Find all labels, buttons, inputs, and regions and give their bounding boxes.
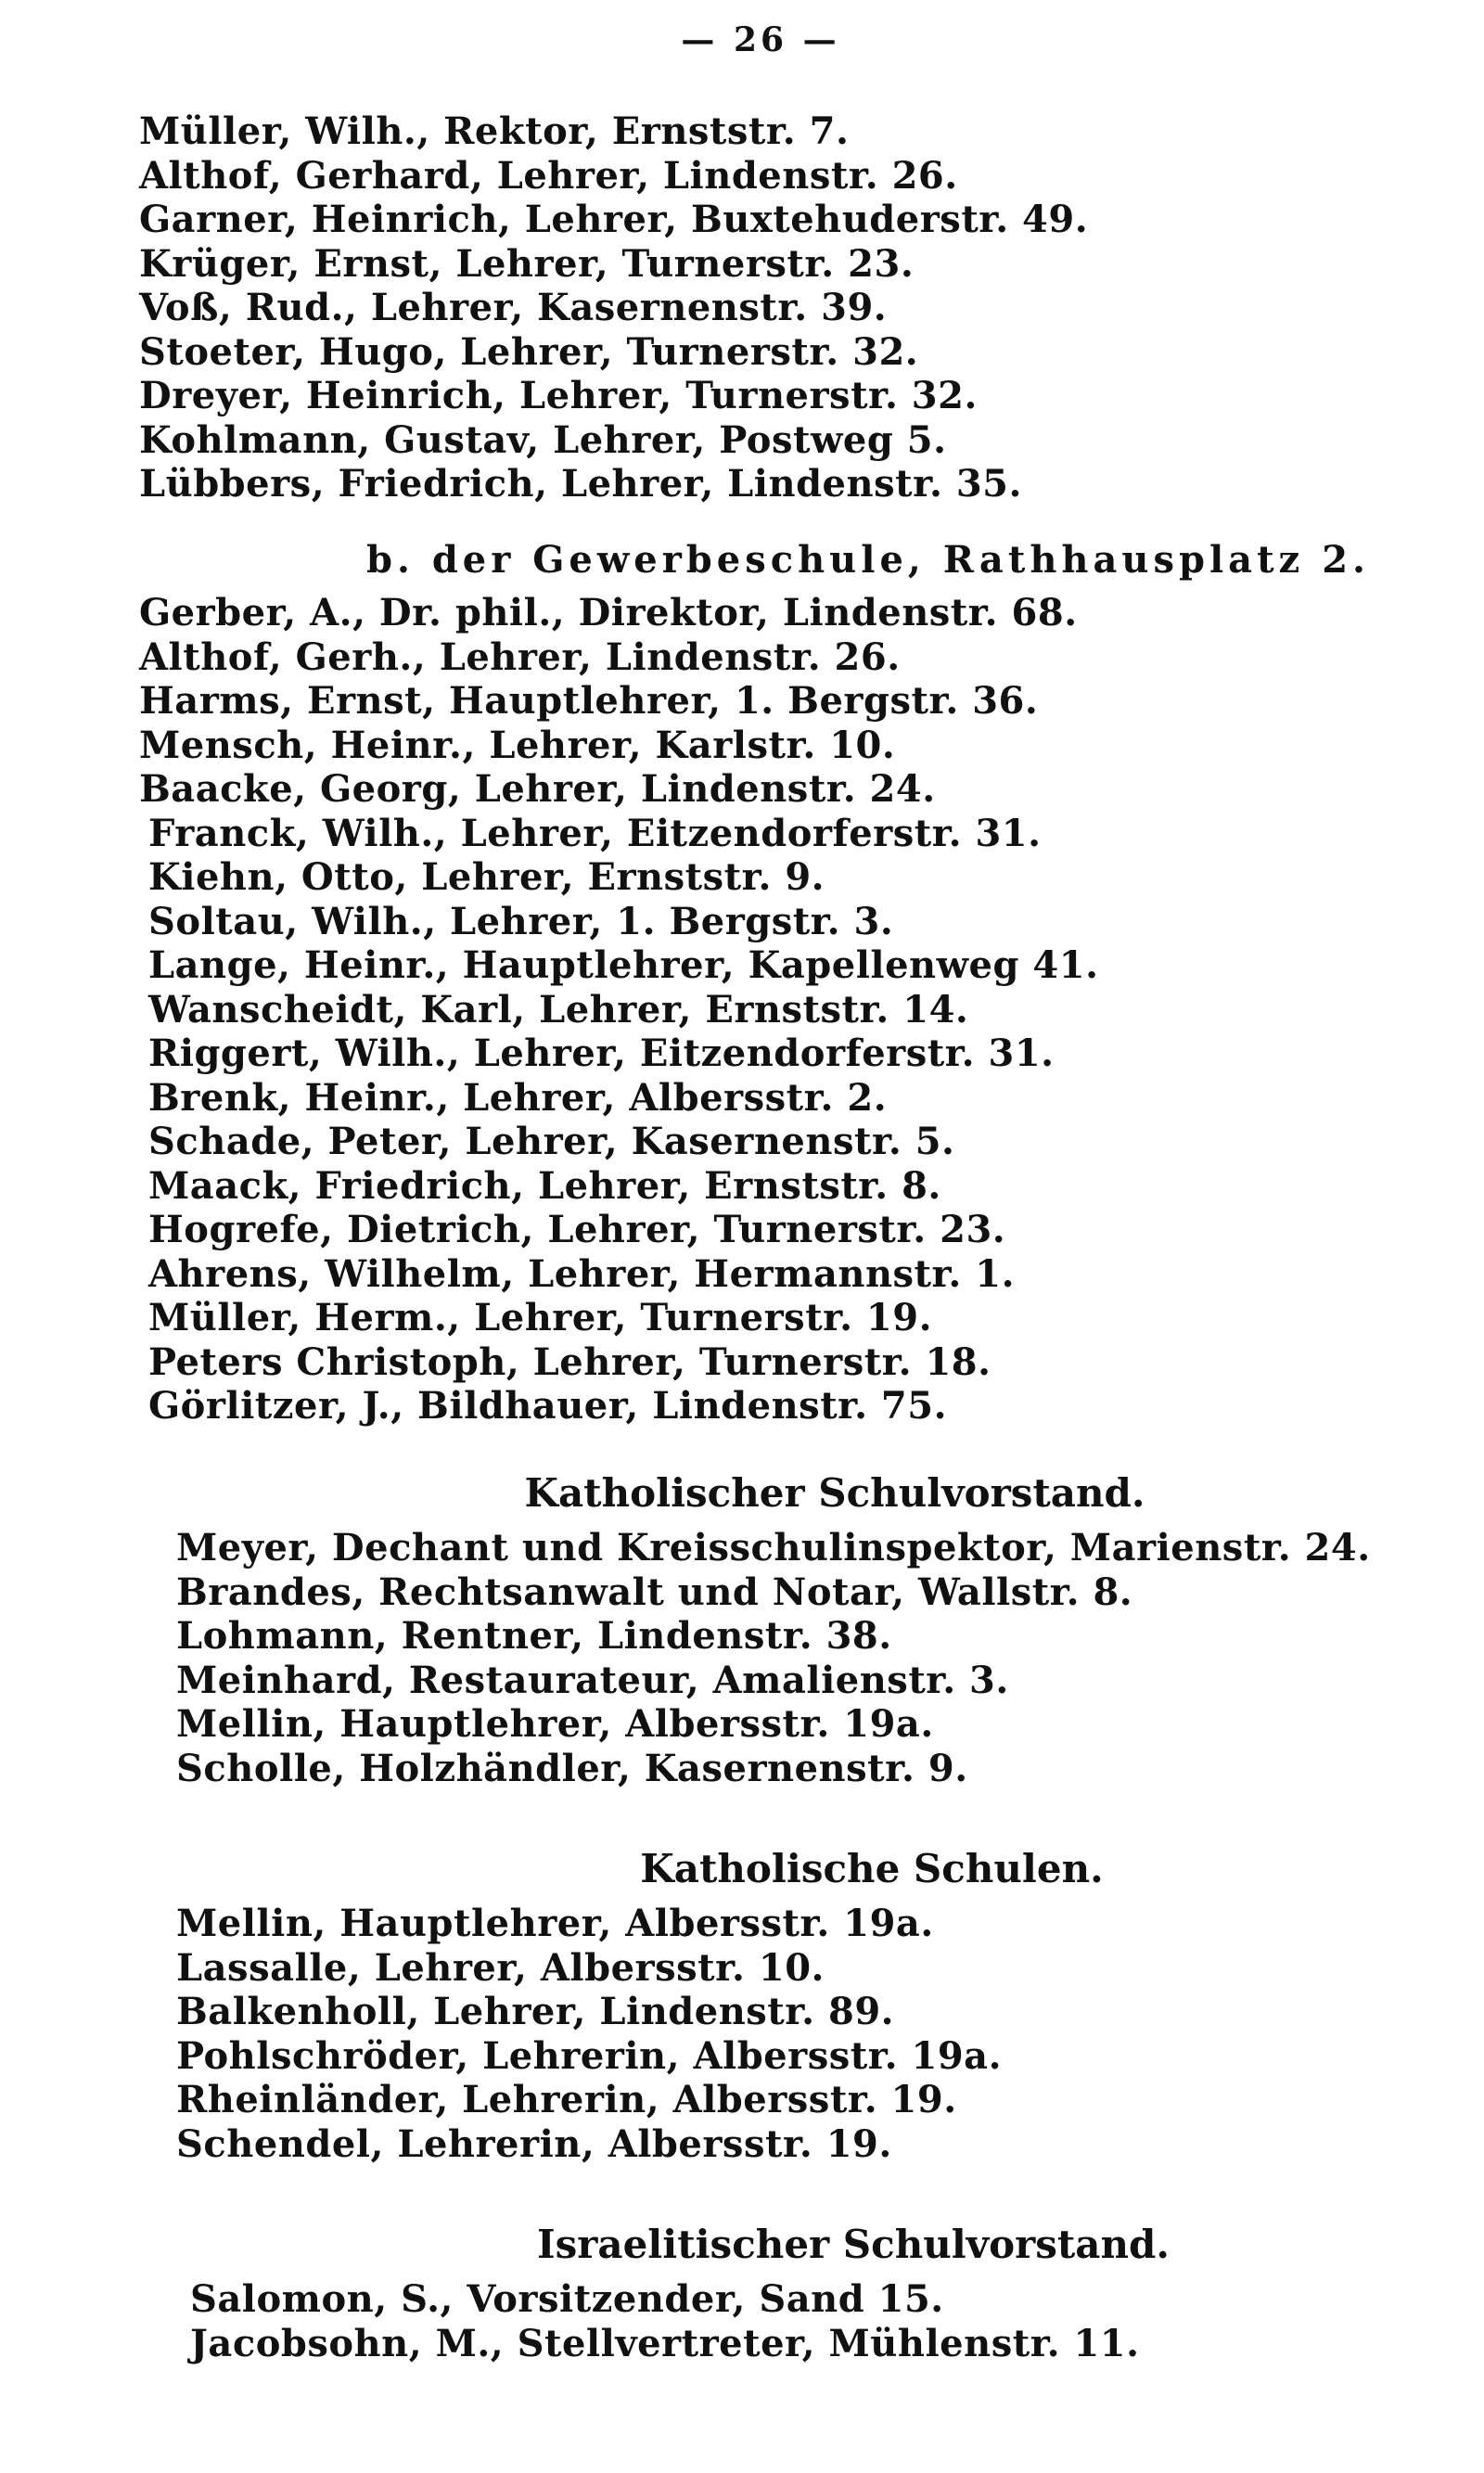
list-item: Meinhard, Restaurateur, Amalienstr. 3. — [176, 1658, 1009, 1702]
list-item: Schade, Peter, Lehrer, Kasernenstr. 5. — [148, 1120, 955, 1163]
list-item: Mellin, Hauptlehrer, Albersstr. 19a. — [176, 1902, 934, 1945]
list-item: Brenk, Heinr., Lehrer, Albersstr. 2. — [148, 1075, 888, 1120]
list-item: Salomon, S., Vorsitzender, Sand 15. — [190, 2277, 944, 2321]
list-item: Jacobsohn, M., Stellvertreter, Mühlenstr. 11. — [190, 2321, 1140, 2365]
list-item: Soltau, Wilh., Lehrer, 1. Bergstr. 3. — [148, 899, 894, 943]
list-item: Hogrefe, Dietrich, Lehrer, Turnerstr. 23. — [148, 1208, 1006, 1251]
list-item: Gerber, A., Dr. phil., Direktor, Lindenstr. 68. — [139, 591, 1078, 634]
list-item: Ahrens, Wilhelm, Lehrer, Hermannstr. 1. — [148, 1251, 1016, 1296]
list-item: Lange, Heinr., Hauptlehrer, Kapellenweg 41. — [148, 943, 1099, 987]
list-item: Müller, Wilh., Rektor, Ernststr. 7. — [139, 109, 850, 153]
list-item: Rheinländer, Lehrerin, Albersstr. 19. — [176, 2078, 957, 2121]
list-item: Harms, Ernst, Hauptlehrer, 1. Bergstr. 36. — [139, 679, 1039, 723]
list-item: Garner, Heinrich, Lehrer, Buxtehuderstr. 49. — [139, 198, 1089, 241]
israelitischer-schulvorstand-list — [190, 2277, 1442, 2365]
list-item: Brandes, Rechtsanwalt und Notar, Wallstr. 8. — [176, 1570, 1133, 1614]
israelitischer-schulvorstand-heading: Israelitischer Schulvorstand. — [536, 2222, 1171, 2267]
list-item: Kiehn, Otto, Lehrer, Ernststr. 9. — [148, 855, 825, 899]
list-item: Balkenholl, Lehrer, Lindenstr. 89. — [176, 1990, 895, 2033]
gewerbeschule-list — [139, 591, 1391, 1429]
list-item: Franck, Wilh., Lehrer, Eitzendorferstr. 31. — [148, 811, 1042, 855]
list-item: Voß, Rud., Lehrer, Kasernenstr. 39. — [139, 286, 888, 329]
list-item: Mellin, Hauptlehrer, Albersstr. 19a. — [176, 1702, 934, 1746]
list-item: Lohmann, Rentner, Lindenstr. 38. — [176, 1614, 892, 1658]
list-item: Mensch, Heinr., Lehrer, Karlstr. 10. — [139, 723, 896, 767]
list-item: Wanscheidt, Karl, Lehrer, Ernststr. 14. — [148, 987, 969, 1031]
list-item: Pohlschröder, Lehrerin, Albersstr. 19a. — [176, 2033, 1002, 2078]
page-number: — 26 — — [681, 20, 840, 59]
list-item: Müller, Herm., Lehrer, Turnerstr. 19. — [148, 1296, 933, 1339]
lehrer-list — [139, 109, 1391, 506]
list-item: Althof, Gerhard, Lehrer, Lindenstr. 26. — [139, 153, 958, 198]
katholische-schulen-list — [176, 1902, 1428, 2166]
list-item: Peters Christoph, Lehrer, Turnerstr. 18. — [148, 1339, 991, 1384]
list-item: Görlitzer, J., Bildhauer, Lindenstr. 75. — [148, 1384, 948, 1428]
list-item: Lassalle, Lehrer, Albersstr. 10. — [176, 1945, 825, 1990]
list-item: Kohlmann, Gustav, Lehrer, Postweg 5. — [139, 417, 947, 462]
katholische-schulen-heading: Katholische Schulen. — [640, 1846, 1104, 1891]
list-item: Lübbers, Friedrich, Lehrer, Lindenstr. 35. — [139, 462, 1022, 506]
list-item: Krüger, Ernst, Lehrer, Turnerstr. 23. — [139, 241, 915, 286]
katholischer-schulvorstand-list — [176, 1526, 1428, 1790]
list-item: Stoeter, Hugo, Lehrer, Turnerstr. 32. — [139, 329, 919, 374]
list-item: Dreyer, Heinrich, Lehrer, Turnerstr. 32. — [139, 374, 978, 417]
list-item: Schendel, Lehrerin, Albersstr. 19. — [176, 2121, 892, 2166]
list-item: Maack, Friedrich, Lehrer, Ernststr. 8. — [148, 1163, 941, 1208]
list-item: Althof, Gerh., Lehrer, Lindenstr. 26. — [139, 634, 901, 679]
list-item: Riggert, Wilh., Lehrer, Eitzendorferstr. 31. — [148, 1031, 1055, 1075]
list-item: Meyer, Dechant und Kreisschulinspektor, Marienstr. 24. — [176, 1526, 1371, 1570]
list-item: Scholle, Holzhändler, Kasernenstr. 9. — [176, 1746, 968, 1790]
gewerbeschule-heading: b. der Gewerbeschule, Rathhausplatz 2. — [366, 538, 1370, 582]
katholischer-schulvorstand-heading: Katholischer Schulvorstand. — [524, 1470, 1145, 1516]
list-item: Baacke, Georg, Lehrer, Lindenstr. 24. — [139, 767, 936, 811]
